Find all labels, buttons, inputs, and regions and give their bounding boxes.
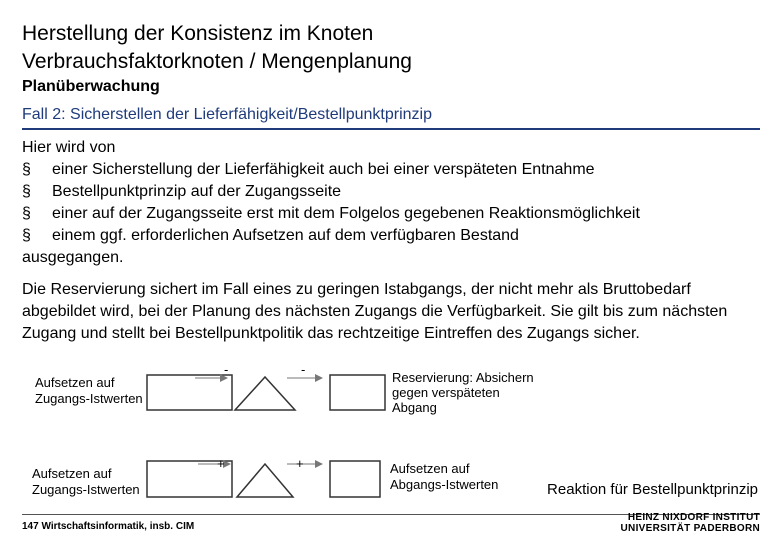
row2-right-box bbox=[330, 461, 380, 497]
row1-left-label-line2: Zugangs-Istwerten bbox=[35, 391, 143, 406]
bullet-text: einem ggf. erforderlichen Aufsetzen auf dem verfügbaren Bestand bbox=[52, 227, 519, 244]
row2-right-label-line1: Aufsetzen auf bbox=[390, 461, 470, 476]
row1-triangle bbox=[235, 377, 295, 410]
footer bbox=[22, 521, 194, 532]
row2-sign-right: + bbox=[296, 456, 304, 471]
row1-right-label-line2: gegen verspäteten bbox=[392, 385, 500, 400]
institute-logo bbox=[621, 512, 760, 534]
row1-right-label-line3: Abgang bbox=[392, 400, 437, 415]
row1-sign-right: - bbox=[301, 362, 306, 377]
bullet-mark: § bbox=[22, 161, 31, 178]
bullet-mark: § bbox=[22, 227, 31, 244]
footer-text: Wirtschaftsinformatik, insb. CIM bbox=[41, 521, 195, 532]
slide-title bbox=[22, 20, 412, 76]
bullet-mark: § bbox=[22, 205, 31, 222]
page-number: 147 bbox=[22, 521, 39, 532]
bullet-item bbox=[22, 225, 762, 247]
row1-sign-left: - bbox=[224, 362, 229, 377]
diagram-caption: Reaktion für Bestellpunktprinzip bbox=[547, 481, 758, 498]
row2-left-label-line2: Zugangs-Istwerten bbox=[32, 482, 140, 497]
row2-right-label-line2: Abgangs-Istwerten bbox=[390, 477, 499, 492]
row1-left-label-line1: Aufsetzen auf bbox=[35, 375, 115, 390]
heading-divider bbox=[22, 128, 760, 130]
bullet-item bbox=[22, 159, 762, 181]
bullet-mark: § bbox=[22, 183, 31, 200]
logo-line-2: UNIVERSITÄT PADERBORN bbox=[620, 523, 760, 534]
row1-left-box bbox=[147, 375, 232, 410]
bullet-text: einer auf der Zugangsseite erst mit dem Folgelos gegebenen Reaktionsmöglichkeit bbox=[52, 205, 640, 222]
row2-left-label-line1: Aufsetzen auf bbox=[32, 466, 112, 481]
explanation-paragraph: Die Reservierung sichert im Fall eines zu geringen Istabgangs, der nicht mehr als Bruttobedarf abgebildet wird, bei der Planung des nächsten Zugangs die Verfügbarkeit. Sie gilt bis zum nächsten Zugang und stellt bei Bestellpunktpolitik das rechtzeitige Eintreffen des Zugangs sicher. bbox=[22, 281, 728, 342]
bullet-item bbox=[22, 181, 762, 203]
logo-line-1: HEINZ NIXDORF INSTITUT bbox=[627, 512, 760, 523]
bullet-text: Bestellpunktprinzip auf der Zugangsseite bbox=[52, 183, 342, 200]
row1-right-box bbox=[330, 375, 385, 410]
subtitle: Planüberwachung bbox=[22, 78, 160, 95]
row2-sign-left: + bbox=[217, 456, 225, 471]
case-heading: Fall 2: Sicherstellen der Lieferfähigkeit/Bestellpunktprinzip bbox=[22, 106, 432, 123]
body-text bbox=[22, 137, 762, 345]
outro-text: ausgegangen. bbox=[22, 249, 124, 266]
title-line-2: Verbrauchsfaktorknoten / Mengenplanung bbox=[22, 50, 412, 73]
row1-right-label-line1: Reservierung: Absichern bbox=[392, 370, 534, 385]
title-line-1: Herstellung der Konsistenz im Knoten bbox=[22, 22, 374, 45]
intro-text: Hier wird von bbox=[22, 139, 116, 156]
bullet-text: einer Sicherstellung der Lieferfähigkeit auch bei einer verspäteten Entnahme bbox=[52, 161, 595, 178]
bullet-item bbox=[22, 203, 762, 225]
row2-triangle bbox=[237, 464, 293, 497]
